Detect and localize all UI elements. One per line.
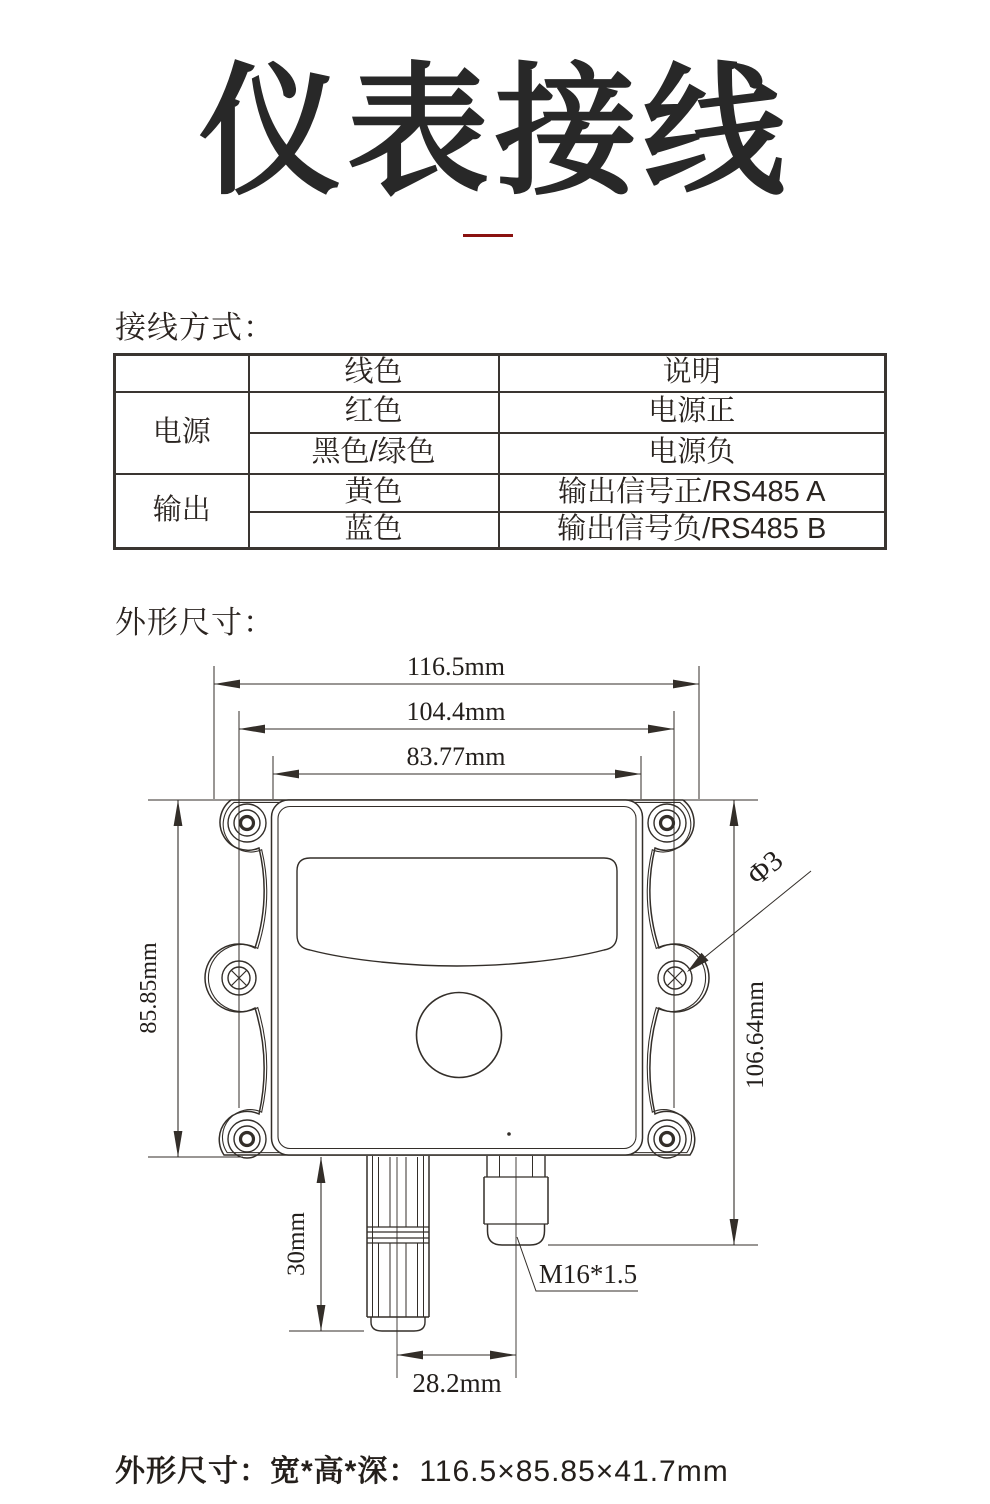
group-label-output: 输出 xyxy=(115,474,249,549)
dim-width-overall: 116.5mm xyxy=(407,652,505,681)
dim-width-window: 83.77mm xyxy=(406,742,506,771)
header-color-cell: 线色 xyxy=(249,355,499,392)
wire-desc-cell: 电源负 xyxy=(499,433,886,474)
wire-color-cell: 黑色/绿色 xyxy=(249,433,499,474)
wiring-section-heading: 接线方式： xyxy=(115,310,275,345)
overall-dimensions-caption xyxy=(115,1446,729,1490)
sensor-probe xyxy=(366,1156,430,1332)
label-hole-diameter: Φ3 xyxy=(741,844,790,892)
wire-desc-cell: 输出信号负/RS485 B xyxy=(499,512,886,549)
wire-desc-cell: 电源正 xyxy=(499,392,886,433)
dim-height-overall: 106.64mm xyxy=(742,981,769,1089)
wire-color-cell: 红色 xyxy=(249,392,499,433)
dimensions-section-heading: 外形尺寸： xyxy=(115,605,275,640)
dim-height-body: 85.85mm xyxy=(136,942,162,1034)
wire-desc-cell: 输出信号正/RS485 A xyxy=(499,474,886,512)
header-desc-cell: 说明 xyxy=(499,355,886,392)
dim-width-holes: 104.4mm xyxy=(406,697,506,726)
caption-value: 116.5×85.85×41.7mm xyxy=(419,1455,729,1488)
enclosure-body xyxy=(272,800,643,1155)
wire-color-cell: 黄色 xyxy=(249,474,499,512)
wire-color-cell: 蓝色 xyxy=(249,512,499,549)
label-gland-thread: M16*1.5 xyxy=(538,1259,638,1289)
group-label-power: 电源 xyxy=(115,392,249,474)
dim-probe-length: 30mm xyxy=(283,1212,310,1276)
small-dot xyxy=(507,1132,511,1136)
caption-label: 外形尺寸：宽*高*深： xyxy=(115,1455,420,1488)
page-title: 仪表接线 xyxy=(199,53,791,212)
dim-center-spacing: 28.2mm xyxy=(412,1368,502,1398)
